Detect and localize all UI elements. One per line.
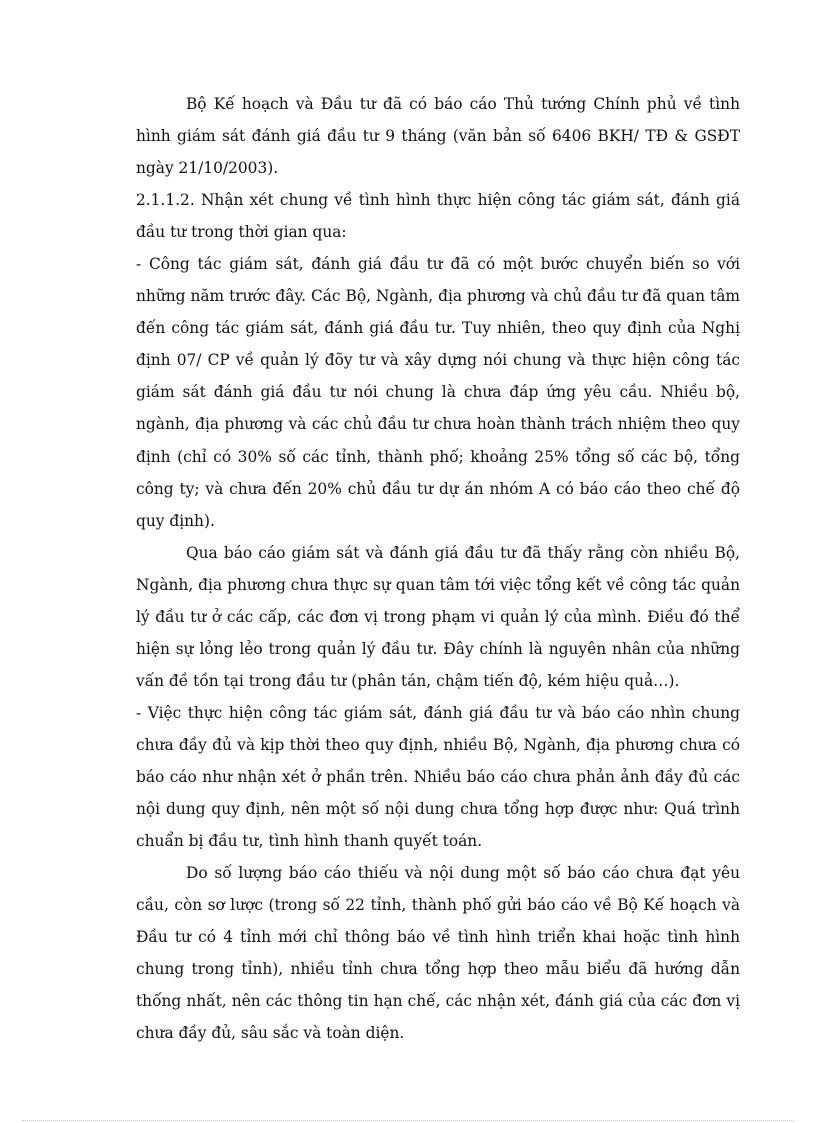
paragraph-monitoring-reports: Qua báo cáo giám sát và đánh giá đầu tư đã thấy rằng còn nhiều Bộ, Ngành, địa phương chưa thực sự quan tâm tới việc tổng kết về công tác quản lý đầu tư ở các cấp, các đơn vị trong phạm vi quản lý của mình. Điều đó thể hiện sự lỏng lẻo trong quản lý đầu tư. Đây chính là nguyên nhân của những vấn đề tồn tại trong đầu tư (phân tán, chậm tiến độ, kém hiệu quả…). [136,543,740,690]
page-bottom-divider [22,1120,794,1121]
paragraph-progress-remarks: - Công tác giám sát, đánh giá đầu tư đã có một bước chuyển biến so với những năm trước đây. Các Bộ, Ngành, địa phương và chủ đầu tư đã quan tâm đến công tác giám sát, đánh giá đầu tư. Tuy nhiên, theo quy định của Nghị định 07/ CP về quản lý đõy tư và xây dựng nói chung và thực hiện công tác giám sát đánh giá đầu tư nói chung là chưa đáp ứng yêu cầu. Nhiều bộ, ngành, địa phương và các chủ đầu tư chưa hoàn thành trách nhiệm theo quy định (chỉ có 30% số các tỉnh, thành phố; khoảng 25% tổng số các bộ, tổng công ty; và chưa đến 20% chủ đầu tư dự án nhóm A có báo cáo theo chế độ quy định). [136,255,740,530]
section-heading-2-1-1-2: 2.1.1.2. Nhận xét chung về tình hình thực hiện công tác giám sát, đánh giá đầu tư trong thời gian qua: [136,191,740,242]
paragraph-report-quality: Do số lượng báo cáo thiếu và nội dung một số báo cáo chưa đạt yêu cầu, còn sơ lược (trong số 22 tỉnh, thành phố gửi báo cáo về Bộ Kế hoạch và Đầu tư có 4 tỉnh mới chỉ thông báo về tình hình triển khai hoặc tình hình chung trong tỉnh), nhiều tỉnh chưa tổng hợp theo mẫu biểu đã hướng dẫn thống nhất, nên các thông tin hạn chế, các nhận xét, đánh giá của các đơn vị chưa đầy đủ, sâu sắc và toàn diện. [136,864,740,1043]
document-body [136,88,740,1049]
paragraph-reporting-timeliness: - Việc thực hiện công tác giám sát, đánh giá đầu tư và báo cáo nhìn chung chưa đầy đủ và kịp thời theo quy định, nhiều Bộ, Ngành, địa phương chưa có báo cáo như nhận xét ở phần trên. Nhiều báo cáo chưa phản ảnh đầy đủ các nội dung quy định, nên một số nội dung chưa tổng hợp được như: Quá trình chuẩn bị đầu tư, tình hình thanh quyết toán. [136,703,740,851]
paragraph-ministry-report: Bộ Kế hoạch và Đầu tư đã có báo cáo Thủ tướng Chính phủ về tình hình giám sát đánh giá đầu tư 9 tháng (văn bản số 6406 BKH/ TĐ & GSĐT ngày 21/10/2003). [136,95,740,178]
